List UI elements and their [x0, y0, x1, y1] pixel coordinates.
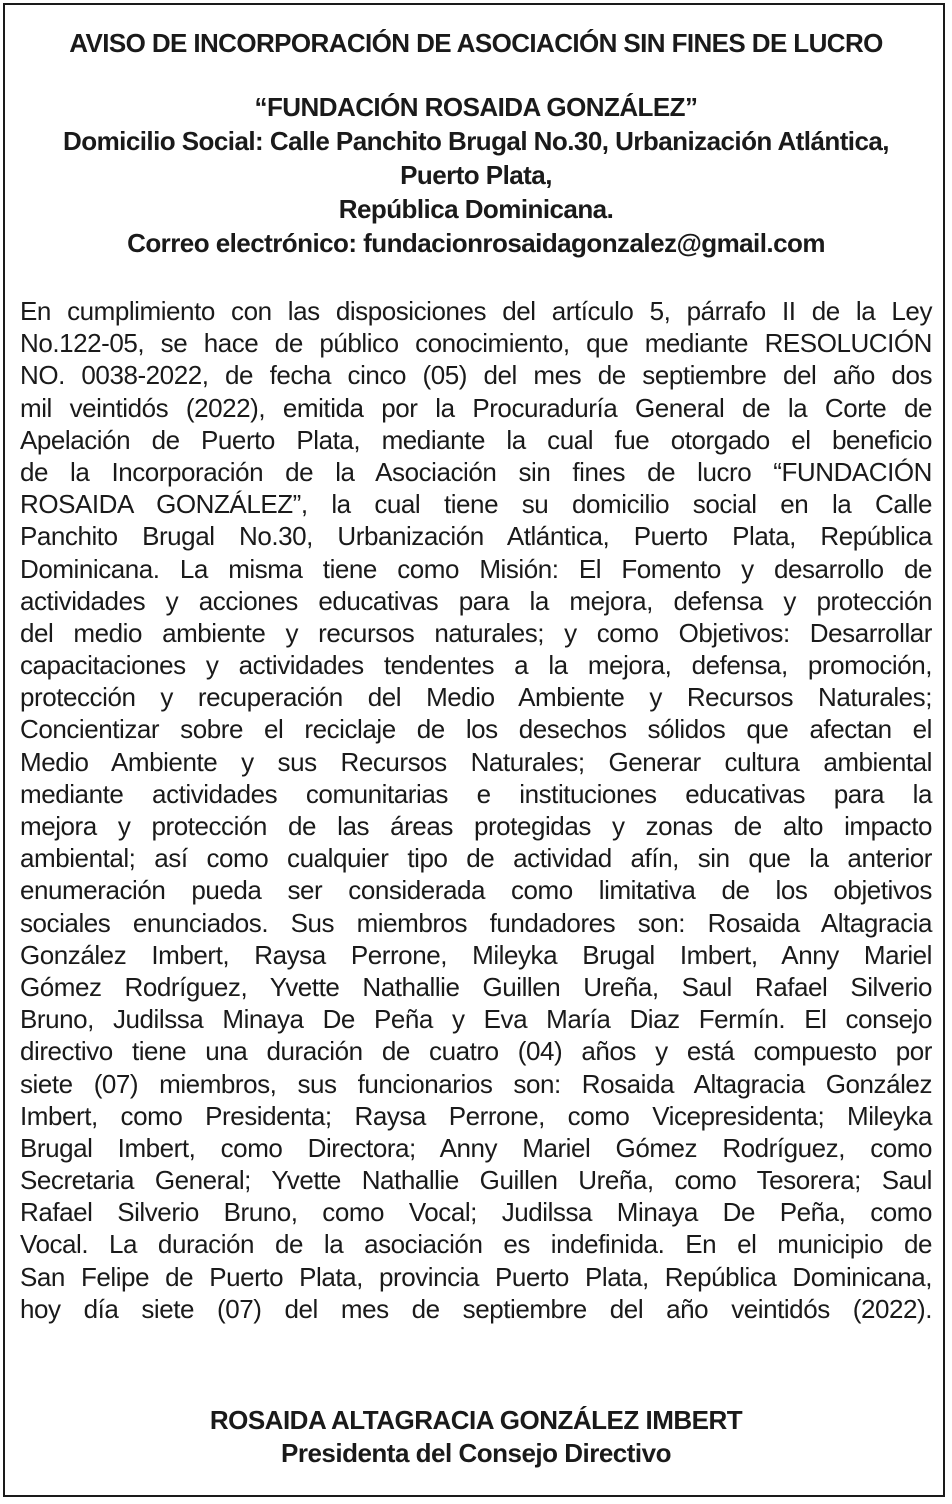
body-line: mediante actividades comunitarias e instituciones educativas para la	[20, 778, 932, 809]
body-line: Vocal. La duración de la asociación es indefinida. En el municipio de	[20, 1229, 932, 1260]
body-line: Apelación de Puerto Plata, mediante la cual fue otorgado el beneficio	[20, 424, 932, 455]
body-line: González Imbert, Raysa Perrone, Mileyka Brugal Imbert, Anny Mariel	[20, 939, 932, 970]
body-line: de la Incorporación de la Asociación sin fines de lucro “FUNDACIÓN	[20, 456, 932, 487]
body-line: Secretaria General; Yvette Nathallie Guillen Ureña, como Tesorera; Saul	[20, 1165, 932, 1196]
body-line: Brugal Imbert, como Directora; Anny Mariel Gómez Rodríguez, como	[20, 1132, 932, 1163]
body-line: directivo tiene una duración de cuatro (04) años y está compuesto por	[20, 1036, 932, 1067]
body-line: Medio Ambiente y sus Recursos Naturales; Generar cultura ambiental	[20, 746, 932, 777]
email-line: Correo electrónico: fundacionrosaidagonzalez@gmail.com	[127, 228, 825, 258]
body-line: siete (07) miembros, sus funcionarios son: Rosaida Altagracia González	[20, 1068, 932, 1099]
body-line: San Felipe de Puerto Plata, provincia Puerto Plata, República Dominicana,	[20, 1261, 932, 1292]
address-line-1: Domicilio Social: Calle Panchito Brugal No.30, Urbanización Atlántica,	[63, 126, 889, 156]
body-line: actividades y acciones educativas para la mejora, defensa y protección	[20, 585, 932, 616]
body-line: Dominicana. La misma tiene como Misión: El Fomento y desarrollo de	[20, 553, 932, 584]
body-line: Gómez Rodríguez, Yvette Nathallie Guillen Ureña, Saul Rafael Silverio	[20, 971, 932, 1002]
body-line: mejora y protección de las áreas protegidas y zonas de alto impacto	[20, 811, 932, 841]
address-line-3: República Dominicana.	[338, 194, 614, 224]
body-line: En cumplimiento con las disposiciones del artículo 5, párrafo II de la Ley	[20, 296, 932, 326]
body-line: NO. 0038-2022, de fecha cinco (05) del mes de septiembre del año dos	[20, 360, 932, 391]
body-line: Rafael Silverio Bruno, como Vocal; Judilssa Minaya De Peña, como	[20, 1197, 932, 1228]
body-line: mil veintidós (2022), emitida por la Procuraduría General de la Corte de	[20, 392, 932, 423]
body-line: ambiental; así como cualquier tipo de actividad afín, sin que la anterior	[20, 843, 932, 874]
body-line: enumeración pueda ser considerada como limitativa de los objetivos	[20, 875, 932, 906]
body-line: capacitaciones y actividades tendentes a la mejora, defensa, promoción,	[20, 650, 932, 681]
foundation-name: “FUNDACIÓN ROSAIDA GONZÁLEZ”	[254, 92, 698, 122]
body-line: sociales enunciados. Sus miembros fundadores son: Rosaida Altagracia	[20, 907, 932, 938]
notice-header	[0, 90, 952, 260]
body-line: No.122-05, se hace de público conocimiento, que mediante RESOLUCIÓN	[20, 328, 932, 359]
body-line: protección y recuperación del Medio Ambiente y Recursos Naturales;	[20, 682, 932, 713]
body-line: Panchito Brugal No.30, Urbanización Atlántica, Puerto Plata, República	[20, 521, 932, 552]
body-line: Imbert, como Presidenta; Raysa Perrone, como Vicepresidenta; Mileyka	[20, 1100, 932, 1131]
body-line: Bruno, Judilssa Minaya De Peña y Eva María Diaz Fermín. El consejo	[20, 1004, 932, 1035]
body-line: Concientizar sobre el reciclaje de los desechos sólidos que afectan el	[20, 714, 932, 745]
signatory-role: Presidenta del Consejo Directivo	[280, 1438, 671, 1468]
body-line: del medio ambiente y recursos naturales; y como Objetivos: Desarrollar	[20, 617, 932, 648]
body-line: ROSAIDA GONZÁLEZ”, la cual tiene su domicilio social en la Calle	[20, 489, 932, 520]
notice-title: AVISO DE INCORPORACIÓN DE ASOCIACIÓN SIN FINES DE LUCRO	[69, 28, 883, 58]
address-line-2: Puerto Plata,	[400, 160, 552, 190]
body-line: hoy día siete (07) del mes de septiembre del año veintidós (2022).	[20, 1293, 932, 1324]
notice-body	[20, 295, 932, 1325]
signature-block	[0, 1404, 952, 1470]
signatory-name: ROSAIDA ALTAGRACIA GONZÁLEZ IMBERT	[209, 1405, 743, 1435]
